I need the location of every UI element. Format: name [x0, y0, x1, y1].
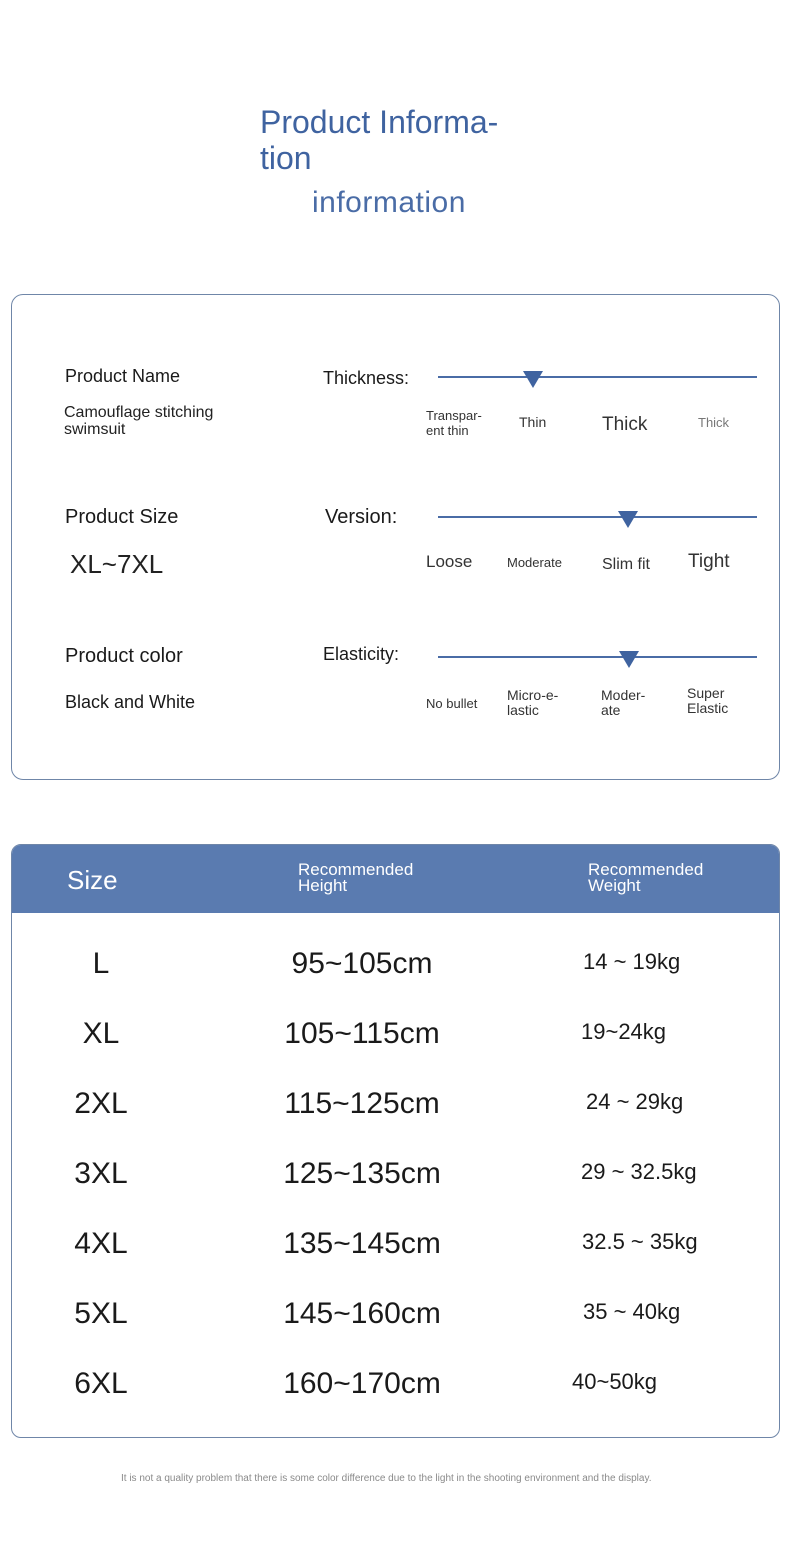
thickness-option: Thin: [519, 414, 547, 430]
weight-cell: 32.5 ~ 35kg: [582, 1229, 698, 1254]
height-cell: 95~105cm: [291, 947, 433, 980]
version-marker-icon: [618, 511, 638, 528]
size-cell: 6XL: [74, 1367, 128, 1400]
table-row: [12, 1017, 779, 1087]
header-height: Recommended Height: [298, 860, 414, 895]
weight-cell: 19~24kg: [581, 1019, 667, 1044]
weight-cell: 29 ~ 32.5kg: [581, 1159, 697, 1184]
version-option: Slim fit: [602, 556, 650, 573]
size-cell: 3XL: [74, 1157, 128, 1190]
thickness-option: Thick: [602, 414, 648, 435]
height-cell: 145~160cm: [283, 1297, 441, 1330]
table-row: [12, 1157, 779, 1227]
weight-cell: 40~50kg: [572, 1369, 658, 1394]
size-chart-table: [11, 844, 780, 1438]
product-color-label: Product color: [65, 645, 183, 667]
product-color-value: Black and White: [65, 692, 196, 712]
table-row: [12, 1297, 779, 1367]
thickness-marker-icon: [523, 371, 543, 388]
version-option: Tight: [688, 551, 730, 572]
product-info-subtitle: information: [312, 186, 466, 219]
elasticity-option: Super Elastic: [687, 685, 729, 716]
size-cell: XL: [82, 1017, 120, 1050]
thickness-label: Thickness:: [323, 368, 410, 388]
height-cell: 125~135cm: [283, 1157, 441, 1190]
size-cell: L: [92, 947, 110, 980]
elasticity-scale: [438, 656, 757, 658]
weight-cell: 14 ~ 19kg: [583, 949, 681, 974]
elasticity-label: Elasticity:: [323, 644, 400, 664]
weight-cell: 35 ~ 40kg: [583, 1299, 681, 1324]
height-cell: 105~115cm: [284, 1017, 440, 1050]
product-size-value: XL~7XL: [70, 549, 164, 579]
elasticity-option: Moder- ate: [601, 687, 646, 718]
version-scale: [438, 516, 757, 518]
version-label: Version:: [325, 506, 398, 528]
color-disclaimer: It is not a quality problem that there is some color difference due to the light in the shooting environment and the display.: [121, 1473, 652, 1484]
size-chart-header: [12, 845, 779, 913]
thickness-scale: [438, 376, 757, 378]
table-row: [12, 947, 779, 1017]
product-size-label: Product Size: [65, 506, 179, 528]
thickness-option: Transpar- ent thin: [426, 408, 482, 438]
product-info-title: Product Informa- tion: [260, 104, 499, 176]
table-row: [12, 1367, 779, 1437]
height-cell: 115~125cm: [284, 1087, 440, 1120]
version-option: Moderate: [507, 555, 562, 570]
elasticity-option: No bullet: [426, 696, 478, 711]
table-row: [12, 1087, 779, 1157]
height-cell: 135~145cm: [283, 1227, 441, 1260]
height-cell: 160~170cm: [283, 1367, 441, 1400]
product-name-value: Camouflage stitching swimsuit: [64, 404, 214, 438]
elasticity-marker-icon: [619, 651, 639, 668]
header-size: Size: [67, 865, 118, 895]
size-cell: 4XL: [74, 1227, 128, 1260]
size-cell: 2XL: [74, 1087, 128, 1120]
elasticity-option: Micro-e- lastic: [507, 687, 559, 718]
product-info-card: [11, 294, 780, 780]
thickness-option: Thick: [698, 415, 730, 430]
table-row: [12, 1227, 779, 1297]
product-name-label: Product Name: [65, 366, 181, 386]
version-option: Loose: [426, 552, 473, 571]
size-cell: 5XL: [74, 1297, 128, 1330]
header-weight: Recommended Weight: [588, 860, 704, 895]
weight-cell: 24 ~ 29kg: [586, 1089, 684, 1114]
